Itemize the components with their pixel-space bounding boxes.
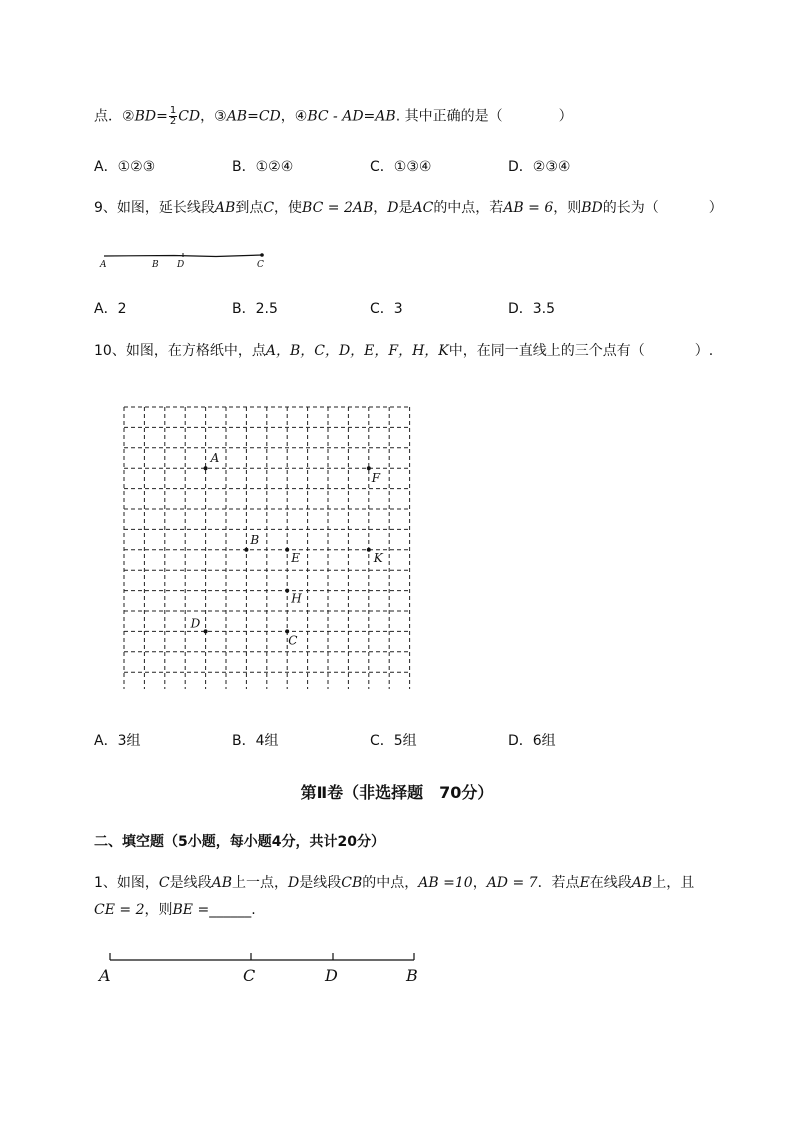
fill1-statement-line1 bbox=[94, 873, 694, 893]
q9-text-7: ，则 bbox=[553, 200, 582, 216]
q8-suffix: . 其中正确的是（ bbox=[395, 108, 503, 125]
q10-option-b[interactable]: B．4组 bbox=[232, 733, 279, 749]
q8-sep2: ，④ bbox=[280, 108, 308, 125]
q10-grid-figure bbox=[118, 399, 418, 689]
q8-ab: AB bbox=[226, 108, 248, 125]
q9-text-8: 的长为（ bbox=[602, 200, 659, 216]
q9-option-b[interactable]: B．2.5 bbox=[232, 301, 278, 317]
q9-label-a: A bbox=[100, 260, 107, 270]
q8-prefix: 点． bbox=[94, 108, 122, 125]
grid-point-h bbox=[285, 589, 289, 593]
q9-ab6: AB = 6 bbox=[503, 200, 554, 216]
q8-eq: = bbox=[156, 108, 168, 125]
fill1-period: . bbox=[251, 902, 256, 918]
grid-label-d: D bbox=[190, 616, 201, 631]
q9-point-c bbox=[260, 253, 264, 257]
q9-text-5: 是 bbox=[398, 200, 413, 216]
q9-label-b: B bbox=[152, 260, 159, 270]
frac-num: 1 bbox=[169, 105, 177, 116]
fill1-cb: CB bbox=[341, 875, 363, 891]
grid-label-c: C bbox=[288, 633, 298, 648]
q9-d: D bbox=[387, 200, 399, 216]
q9-close: ） bbox=[708, 200, 723, 216]
fill1-ce2: CE = 2 bbox=[94, 902, 145, 918]
fill1-label-a: A bbox=[99, 966, 111, 985]
fill1-text-1: 1、如图， bbox=[94, 875, 159, 891]
fill1-be: BE = bbox=[172, 902, 210, 918]
fill1-text-2: 是线段 bbox=[169, 875, 212, 891]
q10-close: ）. bbox=[694, 343, 714, 359]
fill1-text-8: 上，且 bbox=[652, 875, 695, 891]
fill1-answer-blank[interactable]: ______ bbox=[209, 902, 252, 918]
q9-figure bbox=[96, 246, 280, 272]
q8-statement bbox=[94, 106, 573, 127]
fill1-d: D bbox=[288, 875, 300, 891]
fill1-text-3: 上一点， bbox=[232, 875, 289, 891]
q9-label-c: C bbox=[257, 260, 264, 270]
q10-statement bbox=[94, 341, 713, 361]
fill1-text-7: 在线段 bbox=[589, 875, 632, 891]
q9-option-a[interactable]: A．2 bbox=[94, 301, 127, 317]
q10-points: A，B，C，D，E，F，H，K bbox=[265, 343, 449, 359]
fill1-statement-line2 bbox=[94, 900, 256, 920]
fill1-c: C bbox=[158, 875, 170, 891]
q9-c: C bbox=[263, 200, 275, 216]
section-heading: 二、填空题（5小题，每小题4分，共计20分） bbox=[94, 834, 385, 850]
q9-label-d: D bbox=[177, 260, 185, 270]
q9-bd: BD bbox=[581, 200, 603, 216]
fill1-ab2: AB bbox=[631, 875, 653, 891]
q10-option-a[interactable]: A．3组 bbox=[94, 733, 141, 749]
fill1-text-4: 是线段 bbox=[299, 875, 342, 891]
q9-text-6: 的中点，若 bbox=[433, 200, 504, 216]
fill1-text-6: ．若点 bbox=[537, 875, 580, 891]
q8-close: ） bbox=[558, 108, 573, 125]
q10-text-2: 中，在同一直线上的三个点有（ bbox=[448, 343, 645, 359]
q8-option-c[interactable]: C．①③④ bbox=[370, 159, 432, 175]
q9-option-d[interactable]: D．3.5 bbox=[508, 301, 556, 317]
q8-sep1: ，③ bbox=[200, 108, 227, 125]
q9-text-3: ，使 bbox=[274, 200, 303, 216]
q8-option-b[interactable]: B．①②④ bbox=[232, 159, 294, 175]
q10-text-1: 10、如图，在方格纸中，点 bbox=[94, 343, 266, 359]
fill1-label-c: C bbox=[243, 966, 256, 985]
grid-label-h: H bbox=[291, 591, 302, 606]
grid-label-e: E bbox=[291, 550, 300, 565]
grid-point-b bbox=[244, 548, 248, 552]
q8-circle-2: ② bbox=[122, 108, 135, 125]
fill1-figure bbox=[96, 945, 426, 990]
fill1-text-5: 的中点， bbox=[362, 875, 419, 891]
q10-option-d[interactable]: D．6组 bbox=[508, 733, 556, 749]
q8-fraction bbox=[169, 106, 177, 127]
q9-text-4: ， bbox=[373, 200, 388, 216]
q8-option-a[interactable]: A．①②③ bbox=[94, 159, 156, 175]
q8-cd: CD bbox=[178, 108, 201, 125]
frac-den: 2 bbox=[169, 116, 177, 127]
fill1-text-9: ，则 bbox=[144, 902, 173, 918]
fill1-ab: AB bbox=[211, 875, 233, 891]
q9-text-1: 9、如图，延长线段 bbox=[94, 200, 215, 216]
q8-option-d[interactable]: D．②③④ bbox=[508, 159, 571, 175]
section-title: 第Ⅱ卷（非选择题 70分） bbox=[300, 783, 494, 802]
q8-bc-ad-ab: BC - AD=AB bbox=[307, 108, 396, 125]
q9-text-2: 到点 bbox=[235, 200, 264, 216]
q9-bc-eq: BC = 2AB bbox=[302, 200, 374, 216]
grid-label-f: F bbox=[371, 471, 381, 486]
grid-point-f bbox=[367, 466, 371, 470]
q8-cd2: CD bbox=[258, 108, 281, 125]
grid-label-b: B bbox=[250, 532, 260, 547]
q9-statement bbox=[94, 198, 723, 218]
fill1-e: E bbox=[579, 875, 590, 891]
q9-option-c[interactable]: C．3 bbox=[370, 301, 403, 317]
fill1-ad7: AD = 7 bbox=[486, 875, 538, 891]
q8-eq2: = bbox=[247, 108, 259, 125]
q9-ac: AC bbox=[412, 200, 434, 216]
grid-label-a: A bbox=[210, 451, 220, 466]
grid-point-d bbox=[204, 629, 208, 633]
grid-label-k: K bbox=[373, 550, 383, 565]
q10-option-c[interactable]: C．5组 bbox=[370, 733, 417, 749]
q8-bd: BD bbox=[134, 108, 157, 125]
fill1-ab10: AB =10 bbox=[418, 875, 473, 891]
grid-point-e bbox=[285, 548, 289, 552]
fill1-label-d: D bbox=[325, 966, 338, 985]
fill1-comma: ， bbox=[472, 875, 487, 891]
grid-point-k bbox=[367, 548, 371, 552]
fill1-label-b: B bbox=[406, 966, 418, 985]
q9-ab: AB bbox=[214, 200, 236, 216]
grid-point-a bbox=[204, 466, 208, 470]
